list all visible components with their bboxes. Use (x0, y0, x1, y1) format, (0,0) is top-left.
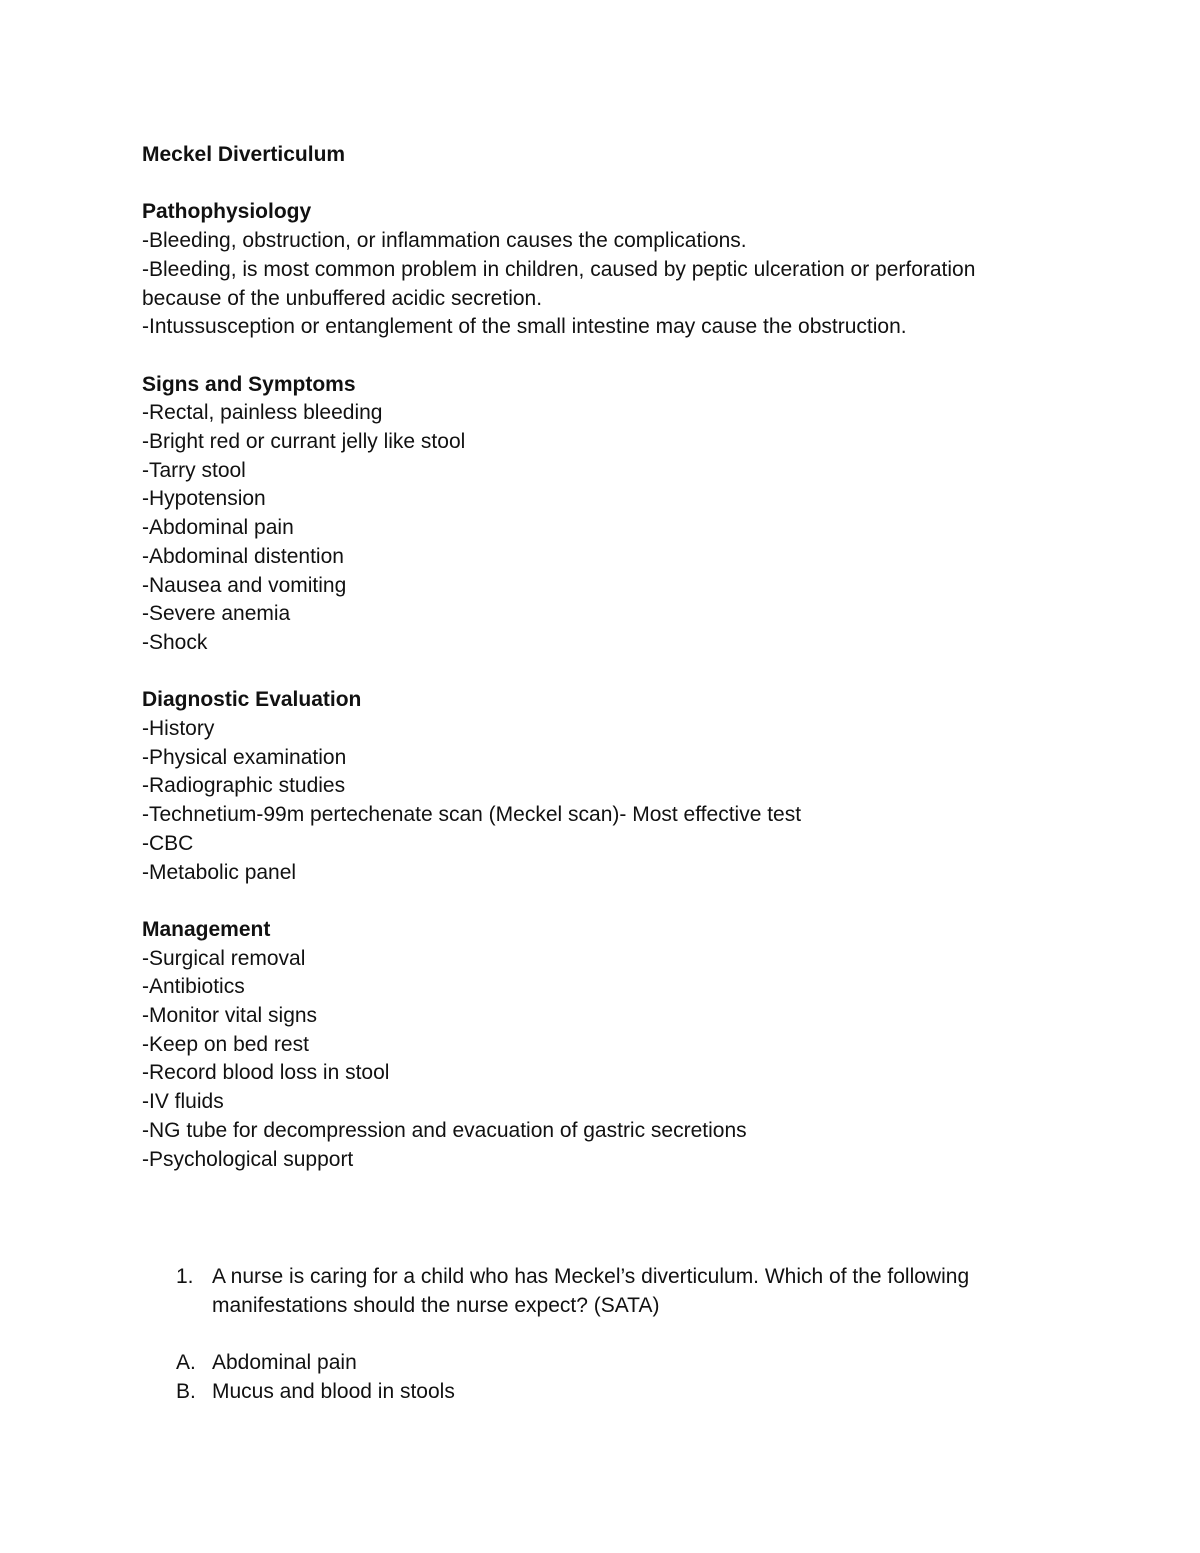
pathophysiology-item: -Intussusception or entanglement of the small intestine may cause the obstruction. (142, 315, 907, 339)
option-letter: B. (176, 1379, 196, 1403)
management-item: -Antibiotics (142, 975, 245, 999)
section-heading-signs-and-symptoms: Signs and Symptoms (142, 372, 356, 396)
pathophysiology-item: -Bleeding, is most common problem in children, caused by peptic ulceration or perforation because of the unbuffered acidic secretion. (142, 257, 976, 310)
management-item: -Psychological support (142, 1147, 354, 1171)
question-number: 1. (176, 1265, 194, 1288)
document-title: Meckel Diverticulum (142, 143, 346, 166)
question-text: A nurse is caring for a child who has Meckel’s diverticulum. Which of the following manifestations should the nurse expect? (SATA) (212, 1265, 970, 1317)
option-letter: A. (176, 1351, 196, 1375)
management-item: -Record blood loss in stool (142, 1061, 390, 1085)
symptom-item: -Severe anemia (142, 602, 291, 626)
question-row (142, 1263, 1042, 1320)
symptom-item: -Abdominal distention (142, 544, 344, 568)
section-heading-diagnostic-evaluation: Diagnostic Evaluation (142, 688, 362, 712)
section-heading-pathophysiology: Pathophysiology (142, 200, 312, 224)
symptom-item: -Shock (142, 630, 208, 654)
spacer (142, 658, 1042, 687)
option-text: Mucus and blood in stools (212, 1379, 455, 1403)
spacer (142, 1320, 1042, 1349)
spacer (142, 342, 1042, 371)
pathophysiology-item: -Bleeding, obstruction, or inflammation causes the complications. (142, 229, 747, 253)
spacer (142, 887, 1042, 916)
symptom-item: -Nausea and vomiting (142, 573, 347, 597)
document-body (142, 141, 1042, 1174)
management-item: -Monitor vital signs (142, 1004, 318, 1028)
symptom-item: -Bright red or currant jelly like stool (142, 430, 466, 453)
section-heading-management: Management (142, 917, 271, 941)
symptom-item: -Tarry stool (142, 458, 246, 482)
diagnostic-item: -Metabolic panel (142, 860, 297, 884)
answer-option (142, 1378, 1042, 1407)
symptom-item: -Hypotension (142, 487, 266, 511)
symptom-item: -Rectal, painless bleeding (142, 401, 383, 425)
diagnostic-item: -History (142, 717, 215, 741)
diagnostic-item: -Physical examination (142, 745, 347, 769)
question-block (142, 1263, 1042, 1407)
management-item: -Surgical removal (142, 946, 306, 970)
diagnostic-item: -CBC (142, 831, 194, 855)
spacer (142, 170, 1042, 199)
option-text: Abdominal pain (212, 1351, 357, 1375)
diagnostic-item: -Radiographic studies (142, 774, 346, 798)
management-item: -IV fluids (142, 1090, 224, 1114)
symptom-item: -Abdominal pain (142, 516, 294, 540)
diagnostic-item: -Technetium-99m pertechenate scan (Meckel scan)- Most effective test (142, 803, 802, 827)
management-item: -Keep on bed rest (142, 1032, 309, 1056)
management-item: -NG tube for decompression and evacuation of gastric secretions (142, 1118, 747, 1142)
answer-option (142, 1349, 1042, 1378)
